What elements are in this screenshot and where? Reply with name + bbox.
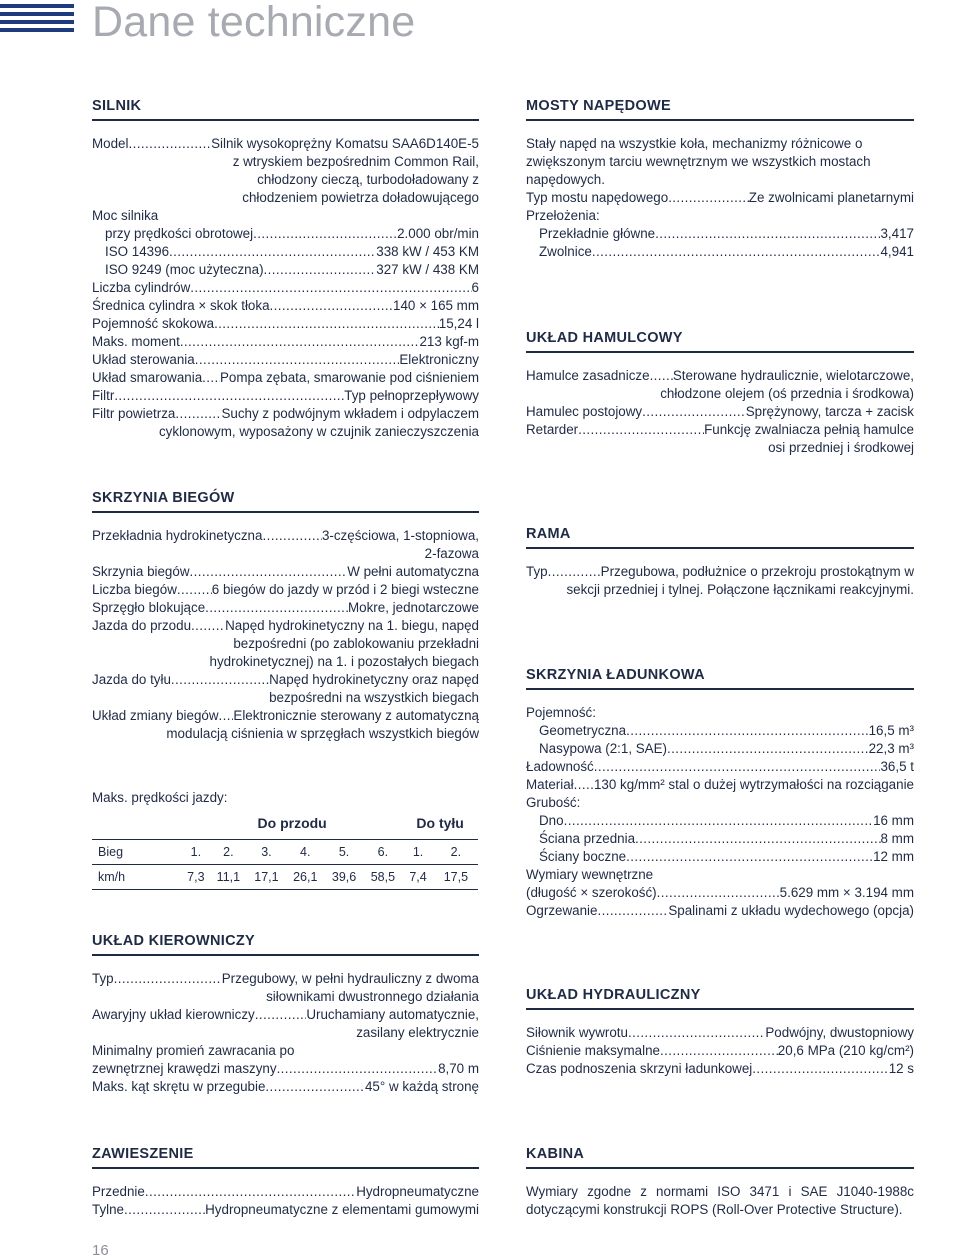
spec-key: Materiał (526, 777, 574, 792)
spec-value: Sprężynowy, tarcza + zacisk (745, 404, 914, 419)
spec-label: Pojemność: (526, 705, 596, 720)
spec-value: 3,417 (880, 226, 914, 241)
spec-value: 130 kg/mm² stal o dużej wytrzymałości na rozciąganie (593, 777, 914, 792)
spec-continuation: chłodzone olejem (oś przednia i środkowa) (660, 386, 914, 401)
spec-row (526, 403, 914, 421)
spec-key: Typ mostu napędowego (526, 190, 669, 205)
brand-stripes-logo (0, 4, 74, 36)
spec-value: 213 kgf-m (419, 334, 479, 349)
spec-value: 12 mm (873, 849, 914, 864)
spec-value: 3-częściowa, 1-stopniowa, (321, 528, 479, 543)
spec-continuation: 2-fazowa (424, 546, 479, 561)
section-uklad-hamulcowy (526, 330, 914, 457)
spec-row (526, 740, 914, 758)
spec-key: Filtr (92, 388, 115, 403)
spec-continuation: bezpośredni (po zablokowaniu przekładni (233, 636, 479, 651)
spec-value: Przegubowa, podłużnice o przekroju prostokątnym w (600, 564, 914, 579)
speed-cell: 17,1 (247, 865, 286, 890)
spec-key: Przekładnia hydrokinetyczna (92, 528, 263, 543)
spec-value: 4,941 (880, 244, 914, 259)
spec-key: Zwolnice (539, 244, 592, 259)
speed-row (92, 865, 478, 890)
speed-cell: 17,5 (434, 865, 478, 890)
spec-key: Retarder (526, 422, 579, 437)
section-uklad-kierowniczy (92, 933, 479, 1096)
gear-cell: 2. (210, 840, 247, 865)
spec-continuation: siłownikami dwustronnego działania (266, 989, 479, 1004)
speed-cell: 58,5 (363, 865, 402, 890)
section-zawieszenie (92, 1146, 479, 1219)
spec-value: Silnik wysokoprężny Komatsu SAA6D140E-5 (211, 136, 479, 151)
spec-row (92, 243, 479, 261)
spec-continuation: sekcji przedniej i tylnej. Połączone łącznikami reakcyjnymi. (566, 582, 914, 597)
spec-key: Ciśnienie maksymalne (526, 1043, 660, 1058)
spec-row (92, 1006, 479, 1024)
spec-key: Ogrzewanie (526, 903, 598, 918)
section-title: RAMA (526, 526, 914, 549)
spec-value: 20,6 MPa (210 kg/cm²) (777, 1043, 914, 1058)
spec-value: 45° w każdą stronę (364, 1079, 479, 1094)
spec-text: Wymiary zgodne z normami ISO 3471 i SAE J1040-1988c dotyczącymi konstrukcji ROPS (Roll-Over Protective Structure). (526, 1184, 914, 1217)
spec-value: Elektroniczny (399, 352, 479, 367)
spec-text: Stały napęd na wszystkie koła, mechanizmy różnicowe o (526, 136, 863, 151)
spec-value: Funkcję zwalniacza pełnią hamulce (704, 422, 914, 437)
section-kabina (526, 1146, 914, 1219)
spec-row (526, 367, 914, 385)
spec-key: Nasypowa (2:1, SAE) (539, 741, 668, 756)
spec-key: Układ zmiany biegów (92, 708, 219, 723)
spec-value: Elektronicznie sterowany z automatyczną (233, 708, 479, 723)
reverse-header: Do tyłu (402, 815, 478, 840)
spec-key: Przekładnie główne (539, 226, 656, 241)
spec-row (92, 707, 479, 725)
spec-key: Geometryczna (539, 723, 627, 738)
spec-value: 8 mm (880, 831, 914, 846)
spec-key: Układ sterowania (92, 352, 195, 367)
spec-continuation: chłodzony cieczą, turbodoładowany z (257, 172, 479, 187)
gear-label: Bieg (92, 840, 182, 865)
spec-key: Skrzynia biegów (92, 564, 190, 579)
spec-key: Ściana przednia (539, 831, 636, 846)
speed-table (92, 815, 478, 890)
spec-value: 338 kW / 453 KM (376, 244, 479, 259)
spec-value: Sterowane hydraulicznie, wielotarczowe, (672, 368, 914, 383)
spec-label: Grubość: (526, 795, 581, 810)
spec-value: 15,24 l (438, 316, 479, 331)
spec-label: Wymiary wewnętrzne (526, 867, 654, 882)
section-skrzynia-biegow (92, 490, 479, 890)
spec-key: Ładowność (526, 759, 594, 774)
spec-row (526, 1024, 914, 1042)
spec-value: Uruchamiany automatycznie, (306, 1007, 479, 1022)
gear-cell: 4. (286, 840, 325, 865)
spec-value: 2.000 obr/min (397, 226, 479, 241)
spec-continuation: modulacją ciśnienia w sprzęgłach wszystkich biegów (166, 726, 479, 741)
spec-row (92, 1060, 479, 1078)
spec-value: Pompa zębata, smarowanie pod ciśnieniem (219, 370, 479, 385)
spec-row (526, 830, 914, 848)
spec-key: Średnica cylindra × skok tłoka (92, 298, 270, 313)
spec-row (526, 884, 914, 902)
spec-key: Siłownik wywrotu (526, 1025, 628, 1040)
spec-value: 327 kW / 438 KM (376, 262, 479, 277)
spec-value: 12 s (888, 1061, 914, 1076)
spec-value: Mokre, jednotarczowe (348, 600, 479, 615)
spec-key: Pojemność skokowa (92, 316, 215, 331)
section-silnik (92, 98, 479, 441)
spec-key: zewnętrznej krawędzi maszyny (92, 1061, 277, 1076)
spec-key: Filtr powietrza (92, 406, 176, 421)
spec-row (92, 671, 479, 689)
spec-row (92, 261, 479, 279)
section-title: UKŁAD KIEROWNICZY (92, 933, 479, 956)
spec-continuation: bezpośredni na wszystkich biegach (269, 690, 479, 705)
spec-value: 5.629 mm × 3.194 mm (779, 885, 914, 900)
spec-key: Hamulce zasadnicze (526, 368, 650, 383)
gear-cell: 1. (182, 840, 210, 865)
spec-continuation: chłodzeniem powietrza doładowującego (242, 190, 479, 205)
gear-cell: 6. (363, 840, 402, 865)
gear-cell: 3. (247, 840, 286, 865)
spec-continuation: cyklonowym, wyposażony w czujnik zanieczyszczenia (158, 424, 479, 439)
spec-row (92, 315, 479, 333)
spec-key: Tylne (92, 1202, 125, 1217)
spec-value: Typ pełnoprzepływowy (344, 388, 479, 403)
spec-label: Przełożenia: (526, 208, 600, 223)
spec-row (526, 1060, 914, 1078)
forward-header: Do przodu (182, 815, 402, 840)
spec-row (92, 351, 479, 369)
spec-label: Moc silnika (92, 208, 159, 223)
spec-key: Awaryjny układ kierowniczy (92, 1007, 255, 1022)
spec-label: Minimalny promień zawracania po (92, 1043, 295, 1058)
spec-row (92, 1078, 479, 1096)
spec-row (92, 225, 479, 243)
spec-row (92, 617, 479, 635)
spec-value: Podwójny, dwustopniowy (765, 1025, 914, 1040)
spec-row (92, 970, 479, 988)
spec-value: 36,5 t (880, 759, 914, 774)
section-title: KABINA (526, 1146, 914, 1169)
spec-continuation: osi przedniej i środkowej (768, 440, 914, 455)
spec-row (526, 189, 914, 207)
spec-continuation: zasilany elektrycznie (356, 1025, 479, 1040)
spec-key: Ściany boczne (539, 849, 627, 864)
spec-value: 6 biegów do jazdy w przód i 2 biegi wsteczne (211, 582, 479, 597)
page-number: 16 (92, 1242, 109, 1258)
speed-cell: 26,1 (286, 865, 325, 890)
speed-cell: 7,4 (402, 865, 434, 890)
spec-row (92, 1201, 479, 1219)
gear-cell: 5. (325, 840, 364, 865)
spec-row (526, 1042, 914, 1060)
spec-text: zwiększonym tarciu wewnętrznym we wszystkich mostach (526, 154, 871, 169)
spec-value: 22,3 m³ (868, 741, 914, 756)
spec-row (92, 333, 479, 351)
spec-key: Hamulec postojowy (526, 404, 643, 419)
section-skrzynia-ladunkowa (526, 667, 914, 920)
spec-value: Hydropneumatyczne z elementami gumowymi (205, 1202, 479, 1217)
spec-key: Czas podnoszenia skrzyni ładunkowej (526, 1061, 753, 1076)
spec-row (526, 225, 914, 243)
speed-table-label: Maks. prędkości jazdy: (92, 790, 228, 805)
section-title: UKŁAD HAMULCOWY (526, 330, 914, 353)
spec-row (92, 369, 479, 387)
spec-row (92, 135, 479, 153)
spec-key: Jazda do tyłu (92, 672, 171, 687)
spec-row (92, 387, 479, 405)
spec-row (526, 812, 914, 830)
section-title: SKRZYNIA BIEGÓW (92, 490, 479, 513)
gear-cell: 1. (402, 840, 434, 865)
spec-value: 8,70 m (438, 1061, 479, 1076)
gear-cell: 2. (434, 840, 478, 865)
spec-key: ISO 14396 (105, 244, 170, 259)
spec-row (92, 297, 479, 315)
spec-key: Maks. moment (92, 334, 180, 349)
spec-row (526, 421, 914, 439)
spec-key: Liczba cylindrów (92, 280, 191, 295)
spec-key: Sprzęgło blokujące (92, 600, 206, 615)
section-title: ZAWIESZENIE (92, 1146, 479, 1169)
page-title: Dane techniczne (92, 0, 416, 46)
spec-row (526, 722, 914, 740)
spec-row (526, 848, 914, 866)
section-mosty-napedowe (526, 98, 914, 261)
gear-row (92, 840, 478, 865)
speed-cell: 11,1 (210, 865, 247, 890)
spec-row (526, 902, 914, 920)
spec-value: 16,5 m³ (868, 723, 914, 738)
spec-value: 16 mm (873, 813, 914, 828)
spec-key: ISO 9249 (moc użyteczna) (105, 262, 264, 277)
section-title: SKRZYNIA ŁADUNKOWA (526, 667, 914, 690)
spec-value: Napęd hydrokinetyczny na 1. biegu, napęd (225, 618, 479, 633)
spec-continuation: z wtryskiem bezpośrednim Common Rail, (232, 154, 479, 169)
spec-key: Liczba biegów (92, 582, 177, 597)
speed-cell: 7,3 (182, 865, 210, 890)
spec-value: W pełni automatyczna (347, 564, 479, 579)
spec-key: Typ (92, 971, 114, 986)
spec-row (526, 563, 914, 581)
spec-key: Model (92, 136, 129, 151)
spec-key: Jazda do przodu (92, 618, 192, 633)
spec-value: Napęd hydrokinetyczny oraz napęd (269, 672, 479, 687)
spec-row (526, 776, 914, 794)
section-title: SILNIK (92, 98, 479, 121)
spec-key: Maks. kąt skrętu w przegubie (92, 1079, 266, 1094)
spec-text: napędowych. (526, 172, 605, 187)
spec-value: Przegubowy, w pełni hydrauliczny z dwoma (221, 971, 479, 986)
spec-row (92, 581, 479, 599)
spec-value: Hydropneumatyczne (356, 1184, 479, 1199)
spec-value: Suchy z podwójnym wkładem i odpylaczem (221, 406, 479, 421)
spec-key: Typ (526, 564, 548, 579)
spec-value: Spalinami z układu wydechowego (opcja) (668, 903, 914, 918)
unit-label: km/h (92, 865, 182, 890)
section-rama (526, 526, 914, 599)
spec-value: Ze zwolnicami planetarnymi (748, 190, 914, 205)
speed-cell: 39,6 (325, 865, 364, 890)
section-title: UKŁAD HYDRAULICZNY (526, 987, 914, 1010)
spec-row (92, 279, 479, 297)
spec-row (526, 243, 914, 261)
section-uklad-hydrauliczny (526, 987, 914, 1078)
spec-continuation: hydrokinetycznej) na 1. i pozostałych biegach (209, 654, 479, 669)
spec-value: 6 (471, 280, 479, 295)
spec-key: (długość × szerokość) (526, 885, 657, 900)
spec-key: Dno (539, 813, 564, 828)
spec-value: 140 × 165 mm (393, 298, 479, 313)
spec-row (526, 758, 914, 776)
spec-row (92, 405, 479, 423)
spec-key: przy prędkości obrotowej (105, 226, 254, 241)
spec-row (92, 599, 479, 617)
section-title: MOSTY NAPĘDOWE (526, 98, 914, 121)
spec-row (92, 1183, 479, 1201)
spec-key: Układ smarowania (92, 370, 203, 385)
spec-row (92, 527, 479, 545)
spec-row (92, 563, 479, 581)
spec-key: Przednie (92, 1184, 145, 1199)
